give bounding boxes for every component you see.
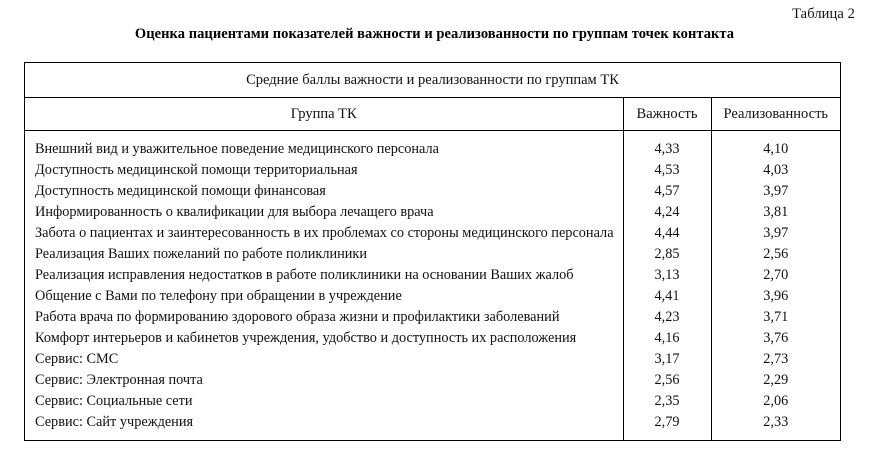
table-header-row xyxy=(25,98,840,131)
realization-value: 3,81 xyxy=(763,203,789,220)
group-label: Реализация исправления недостатков в работе поликлиники на основании Ваших жалоб xyxy=(35,266,574,283)
importance-value: 2,85 xyxy=(654,245,680,262)
realization-value: 2,06 xyxy=(763,392,789,409)
group-label: Внешний вид и уважительное поведение медицинского персонала xyxy=(35,140,440,157)
realization-value: 3,97 xyxy=(763,224,789,241)
realization-value: 2,73 xyxy=(763,350,789,367)
group-label: Сервис: СМС xyxy=(35,350,119,367)
importance-value: 4,41 xyxy=(654,287,680,304)
realization-cell-stack xyxy=(712,139,841,433)
importance-value: 4,44 xyxy=(654,224,680,241)
importance-value: 4,23 xyxy=(654,308,680,325)
group-label: Сервис: Электронная почта xyxy=(35,371,203,388)
group-cell-stack xyxy=(25,139,623,433)
importance-value: 3,13 xyxy=(654,266,680,283)
importance-value: 4,24 xyxy=(654,203,680,220)
table-number-caption: Таблица 2 xyxy=(792,6,855,22)
realization-value: 3,76 xyxy=(763,329,789,346)
column-header-group: Группа ТК xyxy=(25,98,623,131)
importance-value: 2,79 xyxy=(654,413,680,430)
table-body-row xyxy=(25,131,840,441)
realization-value: 3,96 xyxy=(763,287,789,304)
realization-value: 2,56 xyxy=(763,245,789,262)
group-label: Доступность медицинской помощи территориальная xyxy=(35,161,358,178)
data-table-frame xyxy=(24,62,841,441)
group-label: Реализация Ваших пожеланий по работе поликлиники xyxy=(35,245,368,262)
data-table xyxy=(25,63,840,440)
group-label: Комфорт интерьеров и кабинетов учреждения, удобство и доступность их расположения xyxy=(35,329,577,346)
column-header-realization: Реализованность xyxy=(711,98,840,131)
importance-value: 4,16 xyxy=(654,329,680,346)
importance-value: 4,53 xyxy=(654,161,680,178)
realization-value: 3,97 xyxy=(763,182,789,199)
group-label: Забота о пациентах и заинтересованность в их проблемах со стороны медицинского персонала xyxy=(35,224,614,241)
realization-value: 2,29 xyxy=(763,371,789,388)
importance-cell-stack xyxy=(624,139,711,433)
group-label: Сервис: Сайт учреждения xyxy=(35,413,194,430)
importance-column xyxy=(623,131,711,441)
group-label: Доступность медицинской помощи финансовая xyxy=(35,182,326,199)
importance-value: 2,35 xyxy=(654,392,680,409)
group-column xyxy=(25,131,623,441)
realization-value: 2,70 xyxy=(763,266,789,283)
importance-value: 4,57 xyxy=(654,182,680,199)
table-supertitle: Средние баллы важности и реализованности по группам ТК xyxy=(25,63,840,98)
group-label: Информированность о квалификации для выбора лечащего врача xyxy=(35,203,434,220)
realization-value: 4,10 xyxy=(763,140,789,157)
realization-value: 2,33 xyxy=(763,413,789,430)
importance-value: 4,33 xyxy=(654,140,680,157)
group-label: Сервис: Социальные сети xyxy=(35,392,193,409)
importance-value: 2,56 xyxy=(654,371,680,388)
column-header-importance: Важность xyxy=(623,98,711,131)
importance-value: 3,17 xyxy=(654,350,680,367)
page-title: Оценка пациентами показателей важности и реализованности по группам точек контакта xyxy=(134,26,735,42)
realization-value: 3,71 xyxy=(763,308,789,325)
group-label: Общение с Вами по телефону при обращении в учреждение xyxy=(35,287,402,304)
realization-value: 4,03 xyxy=(763,161,789,178)
table-supertitle-row xyxy=(25,63,840,98)
realization-column xyxy=(711,131,840,441)
group-label: Работа врача по формированию здорового образа жизни и профилактики заболеваний xyxy=(35,308,560,325)
